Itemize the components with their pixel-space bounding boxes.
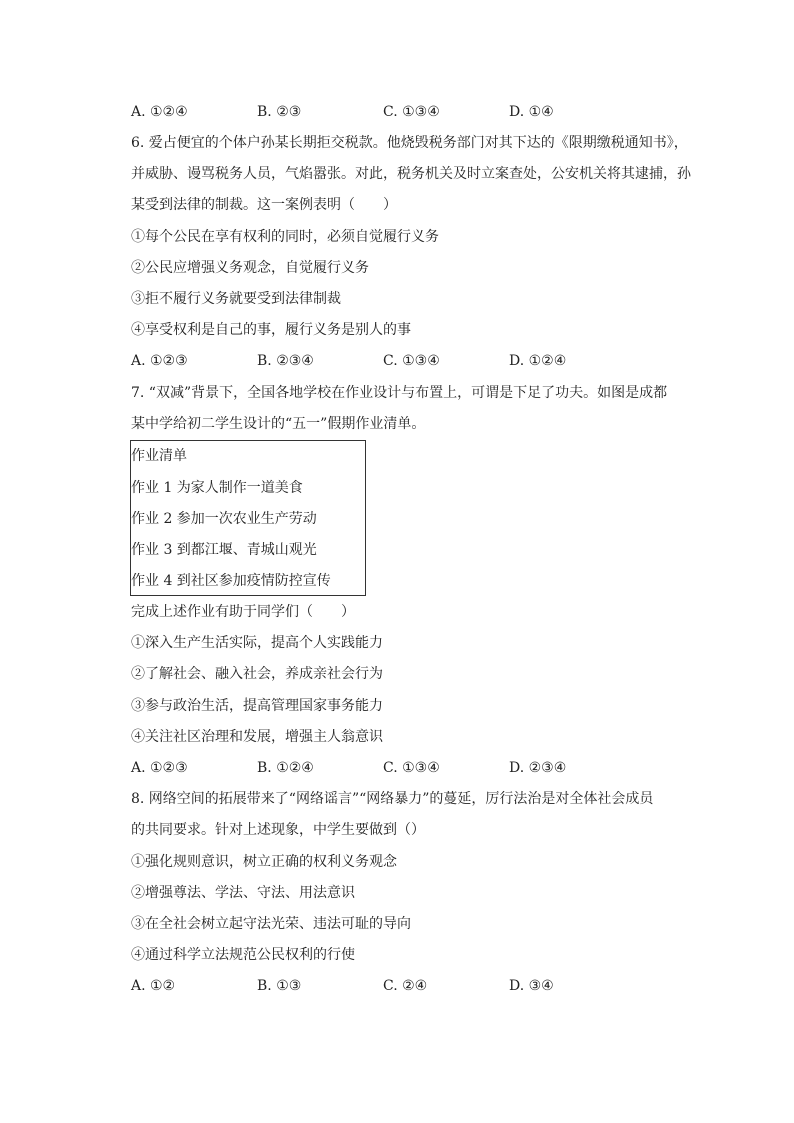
homework-item-3: 作业 3 到都江堰、青城山观光 — [131, 542, 317, 558]
q6-statement-1: ①每个公民在享有权利的同时，必须自觉履行义务 — [131, 229, 439, 245]
q8-option-a[interactable]: A. ①② — [131, 978, 176, 994]
q6-statement-4: ④享受权利是自己的事，履行义务是别人的事 — [131, 322, 411, 338]
q7-option-b[interactable]: B. ①②④ — [257, 760, 314, 776]
homework-item-2: 作业 2 参加一次农业生产劳动 — [131, 511, 317, 527]
homework-item-4: 作业 4 到社区参加疫情防控宣传 — [131, 573, 331, 589]
q6-stem-line-3: 某受到法律的制裁。这一案例表明（ ） — [131, 197, 397, 213]
q8-option-b[interactable]: B. ①③ — [257, 978, 302, 994]
q6-option-a[interactable]: A. ①②③ — [131, 353, 188, 369]
q5-options — [131, 102, 691, 122]
q5-option-a[interactable]: A. ①②④ — [131, 104, 188, 120]
q6-stem-line-1: 6. 爱占便宜的个体户孙某长期拒交税款。他烧毁税务部门对其下达的《限期缴税通知书》， — [131, 135, 688, 151]
q8-statement-3: ③在全社会树立起守法光荣、违法可耻的导向 — [131, 916, 411, 932]
q6-option-c[interactable]: C. ①③④ — [383, 353, 440, 369]
q7-statement-1: ①深入生产生活实际，提高个人实践能力 — [131, 635, 383, 651]
q6-option-b[interactable]: B. ②③④ — [257, 353, 314, 369]
q8-options — [131, 976, 691, 996]
q7-lead: 完成上述作业有助于同学们（ ） — [131, 604, 355, 620]
q6-statement-2: ②公民应增强义务观念，自觉履行义务 — [131, 260, 369, 276]
q5-option-c[interactable]: C. ①③④ — [383, 104, 440, 120]
q8-statement-2: ②增强尊法、学法、守法、用法意识 — [131, 885, 355, 901]
q8-option-d[interactable]: D. ③④ — [509, 978, 554, 994]
q7-option-a[interactable]: A. ①②③ — [131, 760, 188, 776]
q5-option-d[interactable]: D. ①④ — [509, 104, 554, 120]
q7-options — [131, 758, 691, 778]
q6-option-d[interactable]: D. ①②④ — [509, 353, 567, 369]
homework-list-box — [130, 440, 366, 596]
q7-option-d[interactable]: D. ②③④ — [509, 760, 567, 776]
q5-option-b[interactable]: B. ②③ — [257, 104, 302, 120]
q7-stem-line-2: 某中学给初二学生设计的“五一”假期作业清单。 — [131, 416, 426, 432]
q7-option-c[interactable]: C. ①③④ — [383, 760, 440, 776]
q8-stem-line-2: 的共同要求。针对上述现象，中学生要做到（） — [131, 822, 425, 838]
homework-item-1: 作业 1 为家人制作一道美食 — [131, 480, 303, 496]
q7-statement-3: ③参与政治生活，提高管理国家事务能力 — [131, 698, 383, 714]
q6-options — [131, 351, 691, 371]
q7-stem-line-1: 7. “双减”背景下，全国各地学校在作业设计与布置上，可谓是下足了功夫。如图是成都 — [131, 385, 668, 401]
q8-option-c[interactable]: C. ②④ — [383, 978, 428, 994]
q7-statement-2: ②了解社会、融入社会，养成亲社会行为 — [131, 666, 383, 682]
homework-list-title: 作业清单 — [131, 448, 187, 464]
q8-statement-1: ①强化规则意识，树立正确的权利义务观念 — [131, 854, 397, 870]
q8-statement-4: ④通过科学立法规范公民权利的行使 — [131, 947, 355, 963]
q6-statement-3: ③拒不履行义务就要受到法律制裁 — [131, 291, 341, 307]
q7-statement-4: ④关注社区治理和发展，增强主人翁意识 — [131, 729, 383, 745]
q8-stem-line-1: 8. 网络空间的拓展带来了“网络谣言”“网络暴力”的蔓延，厉行法治是对全体社会成员 — [131, 791, 654, 807]
q6-stem-line-2: 并威胁、谩骂税务人员，气焰嚣张。对此，税务机关及时立案查处，公安机关将其逮捕，孙 — [131, 166, 691, 182]
